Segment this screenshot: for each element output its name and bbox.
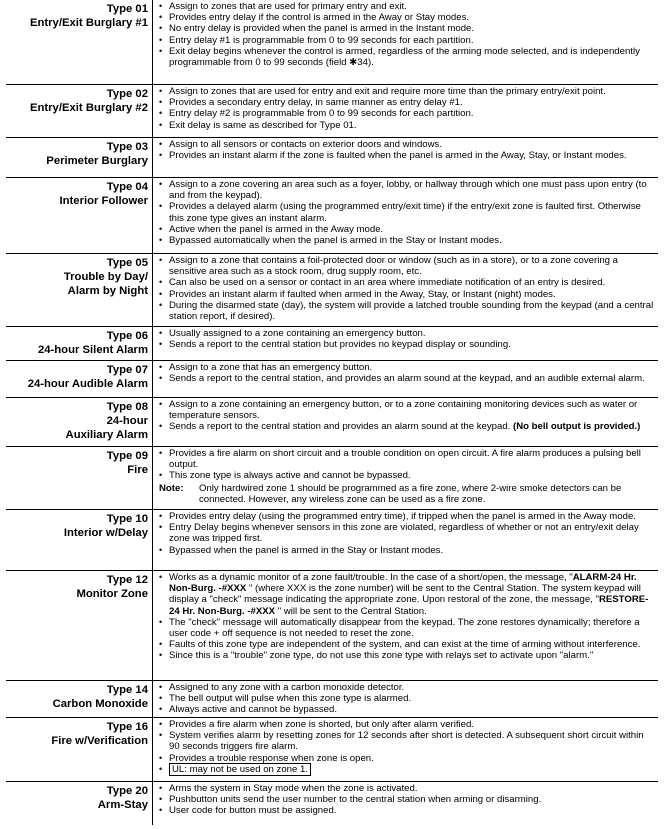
bullet-item: • Assign to zones that are used for entry and exit and require more time than the primary entry/exit point. bbox=[159, 86, 606, 97]
bullet-item: • Provides an instant alarm if the zone is faulted when the panel is armed in the Away, Stay, or Instant modes. bbox=[159, 150, 627, 162]
zone-type-name: Carbon Monoxide bbox=[52, 698, 148, 710]
zone-type-name: Monitor Zone bbox=[76, 588, 148, 600]
bullet-item: • During the disarmed state (day), the system will provide a latched trouble sounding from the keypad (and a central station report, if desired). bbox=[159, 299, 654, 323]
zone-description bbox=[152, 327, 658, 360]
bullet-item: • The "check" message will automatically disappear from the keypad. The zone restores dynamically; therefore a user code + off sequence is not needed to reset the zone. bbox=[159, 616, 640, 640]
zone-description bbox=[152, 254, 658, 326]
bullet-item: • Faults of this zone type are independent of the system, and can exist at the time of arming without interference. bbox=[159, 639, 641, 651]
zone-description bbox=[152, 85, 658, 137]
zone-type-number: Type 01 bbox=[106, 3, 148, 15]
zone-type-number: Type 14 bbox=[106, 684, 148, 696]
bullet-item: • Provides entry delay if the control is armed in the Away or Stay modes. bbox=[159, 12, 470, 24]
zone-type-number: Type 02 bbox=[106, 88, 148, 100]
bullet-item: • Provides a trouble response when zone is open. bbox=[159, 752, 374, 764]
zone-row-type-20 bbox=[6, 781, 658, 825]
zone-type-number: Type 12 bbox=[106, 574, 148, 586]
zone-description bbox=[152, 0, 658, 84]
alarm-message: ALARM-24 Hr. Non-Burg. -#XXX bbox=[169, 572, 637, 595]
bullet-item: • Provides a secondary entry delay, in same manner as entry delay #1. bbox=[159, 97, 463, 109]
bullet-item: • Active when the panel is armed in the Away mode. bbox=[159, 223, 384, 235]
zone-label bbox=[6, 510, 152, 570]
bullet-item: • Entry Delay begins whenever sensors in this zone are violated, regardless of whether or not an entry/exit delay zone was tripped first. bbox=[159, 522, 639, 545]
zone-description bbox=[152, 510, 658, 570]
zone-row-type-04 bbox=[6, 177, 658, 253]
bullet-item: • Provides a delayed alarm (using the programmed entry/exit time) if the entry/exit zone is faulted first. Otherwise this zone type gives an instant alarm. bbox=[159, 201, 641, 224]
bullet-item: • Exit delay begins whenever the control is armed, regardless of the arming mode selected, and is independently programmable from 0 to 99 seconds (field ✱34). bbox=[159, 45, 640, 69]
bold-notice: (No bell output is provided.) bbox=[513, 421, 641, 433]
bullet-item: • Sends a report to the central station and provides an alarm sound at the keypad. (No bell output is provided.) bbox=[159, 421, 641, 433]
bullet-item: • This zone type is always active and cannot be bypassed. bbox=[159, 470, 411, 482]
zone-label bbox=[6, 254, 152, 326]
bullet-item: • Provides a fire alarm when zone is shorted, but only after alarm verified. bbox=[159, 719, 475, 730]
bullet-item: • No entry delay is provided when the panel is armed in the Instant mode. bbox=[159, 23, 475, 35]
zone-row-type-01 bbox=[6, 0, 658, 84]
zone-type-name: Arm-Stay bbox=[97, 799, 148, 811]
zone-type-name: 24-hour Audible Alarm bbox=[27, 378, 148, 390]
zone-type-number: Type 16 bbox=[106, 721, 148, 733]
zone-label bbox=[6, 361, 152, 397]
zone-row-type-06 bbox=[6, 326, 658, 360]
zone-type-number: Type 08 bbox=[106, 401, 148, 413]
zone-type-name: Fire w/Verification bbox=[51, 735, 148, 747]
zone-type-number: Type 07 bbox=[106, 364, 148, 376]
zone-type-name: Alarm by Night bbox=[67, 285, 148, 297]
zone-description bbox=[152, 718, 658, 781]
bullet-item: • Assign to zones that are used for primary entry and exit. bbox=[159, 1, 407, 12]
bullet-item: • Sends a report to the central station, and provides an alarm sound at the keypad, and an audible external alarm. bbox=[159, 373, 645, 385]
zone-label bbox=[6, 327, 152, 360]
zone-label bbox=[6, 447, 152, 509]
zone-description bbox=[152, 447, 658, 509]
bullet-item: • Assign to a zone containing an emergency button, or to a zone containing monitoring devices such as water or temperature sensors. bbox=[159, 399, 638, 422]
bullet-item: • Bypassed when the panel is armed in the Stay or Instant modes. bbox=[159, 544, 444, 556]
zone-label bbox=[6, 681, 152, 717]
zone-type-name: Interior Follower bbox=[59, 195, 148, 207]
zone-type-number: Type 10 bbox=[106, 513, 148, 525]
zone-description bbox=[152, 361, 658, 397]
zone-description bbox=[152, 398, 658, 446]
bullet-item: • User code for button must be assigned. bbox=[159, 805, 337, 817]
zone-row-type-10 bbox=[6, 509, 658, 570]
bullet-item: • Assign to a zone that contains a foil-protected door or window (such as in a store), or to a zone covering a sensitive area such as a stock room, drug supply room, etc. bbox=[159, 255, 619, 278]
note bbox=[159, 483, 656, 505]
zone-row-type-05 bbox=[6, 253, 658, 326]
bullet-item: • UL: may not be used on zone 1. bbox=[159, 764, 656, 775]
zone-label bbox=[6, 571, 152, 680]
ul-restriction-box: UL: may not be used on zone 1. bbox=[169, 763, 311, 776]
zone-type-number: Type 04 bbox=[106, 181, 148, 193]
bullet-item: • The bell output will pulse when this zone type is alarmed. bbox=[159, 693, 412, 705]
bullet-item: • Entry delay #2 is programmable from 0 to 99 seconds for each partition. bbox=[159, 108, 474, 120]
zone-description bbox=[152, 138, 658, 177]
zone-description bbox=[152, 681, 658, 717]
bullet-item: • Assign to a zone that has an emergency button. bbox=[159, 362, 373, 373]
bullet-item: • Bypassed automatically when the panel is armed in the Stay or Instant modes. bbox=[159, 235, 502, 247]
restore-message: RESTORE-24 Hr. Non-Burg. -#XXX bbox=[169, 594, 649, 617]
zone-row-type-16 bbox=[6, 717, 658, 781]
zone-type-number: Type 06 bbox=[106, 330, 148, 342]
bullet-item: • Provides entry delay (using the programmed entry time), if tripped when the panel is armed in the Away mode. bbox=[159, 511, 636, 522]
zone-type-number: Type 09 bbox=[106, 450, 148, 462]
zone-type-name: Perimeter Burglary bbox=[46, 155, 148, 167]
zone-type-name: Interior w/Delay bbox=[63, 527, 148, 539]
zone-type-name: Entry/Exit Burglary #1 bbox=[29, 17, 148, 29]
zone-type-name: Trouble by Day/ bbox=[63, 271, 148, 283]
bullet-item: • Arms the system in Stay mode when the zone is activated. bbox=[159, 783, 418, 794]
zone-row-type-14 bbox=[6, 680, 658, 717]
zone-type-number: Type 05 bbox=[106, 257, 148, 269]
bullet-item: • Can also be used on a sensor or contact in an area where immediate notification of an entry is desired. bbox=[159, 277, 606, 289]
bullet-item: • Assigned to any zone with a carbon monoxide detector. bbox=[159, 682, 405, 693]
zone-type-name: 24-hour bbox=[106, 415, 148, 427]
bullet-item: • Assign to a zone covering an area such as a foyer, lobby, or hallway through which one must pass upon entry (to and from the keypad). bbox=[159, 179, 647, 202]
bullet-item: • Since this is a "trouble" zone type, do not use this zone type with relays set to activate upon "alarm." bbox=[159, 650, 594, 662]
zone-row-type-12 bbox=[6, 570, 658, 680]
zone-label bbox=[6, 138, 152, 177]
zone-label bbox=[6, 398, 152, 446]
zone-type-number: Type 20 bbox=[106, 785, 148, 797]
bullet-item: • Sends a report to the central station but provides no keypad display or sounding. bbox=[159, 339, 511, 351]
zone-row-type-02 bbox=[6, 84, 658, 137]
zone-description bbox=[152, 782, 658, 825]
bullet-item: • Exit delay is same as described for Type 01. bbox=[159, 119, 357, 131]
zone-type-number: Type 03 bbox=[106, 141, 148, 153]
bullet-item: • Pushbutton units send the user number to the central station when arming or disarming. bbox=[159, 794, 542, 806]
zone-label bbox=[6, 782, 152, 825]
zone-description bbox=[152, 571, 658, 680]
zone-type-name: 24-hour Silent Alarm bbox=[37, 344, 148, 356]
bullet-item: • System verifies alarm by resetting zones for 12 seconds after short is detected. A subsequent short circuit within 90 seconds triggers fire alarm. bbox=[159, 730, 644, 753]
zone-label bbox=[6, 0, 152, 84]
bullet-item: • Provides an instant alarm if faulted when armed in the Away, Stay, or Instant (night) modes. bbox=[159, 288, 556, 300]
bullet-item: • Entry delay #1 is programmable from 0 to 99 seconds for each partition. bbox=[159, 34, 474, 46]
bullet-item: • Always active and cannot be bypassed. bbox=[159, 704, 337, 716]
zone-row-type-08 bbox=[6, 397, 658, 446]
zone-type-name: Entry/Exit Burglary #2 bbox=[29, 102, 148, 114]
bullet-item: • Provides a fire alarm on short circuit and a trouble condition on open circuit. A fire alarm produces a pulsing bell output. bbox=[159, 448, 641, 471]
zone-label bbox=[6, 85, 152, 137]
note-text: Only hardwired zone 1 should be programmed as a fire zone, where 2-wire smoke detectors can be connected. However, any wireless zone can be used as a fire zone. bbox=[199, 482, 622, 505]
zone-label bbox=[6, 718, 152, 781]
bullet-item: • Works as a dynamic monitor of a zone fault/trouble. In the case of a short/open, the message, "ALARM-24 Hr. Non-Burg. -#XXX " (where XXX is the zone number) will be sent to the Central Station. The system keypad will display a "check" message indicating the appropriate zone. Upon restoral of the zone, the message, "RESTORE-24 Hr. Non-Burg. -#XXX " will be sent to the Central Station. bbox=[159, 572, 649, 617]
zone-row-type-03 bbox=[6, 137, 658, 177]
bullet-item: • Usually assigned to a zone containing an emergency button. bbox=[159, 328, 426, 339]
zone-description bbox=[152, 178, 658, 253]
zone-type-name: Auxiliary Alarm bbox=[65, 429, 148, 441]
zone-type-name: Fire bbox=[127, 464, 148, 476]
zone-row-type-09 bbox=[6, 446, 658, 509]
zone-label bbox=[6, 178, 152, 253]
note-label: Note: bbox=[159, 482, 184, 494]
bullet-item: • Assign to all sensors or contacts on exterior doors and windows. bbox=[159, 139, 443, 150]
zone-row-type-07 bbox=[6, 360, 658, 397]
